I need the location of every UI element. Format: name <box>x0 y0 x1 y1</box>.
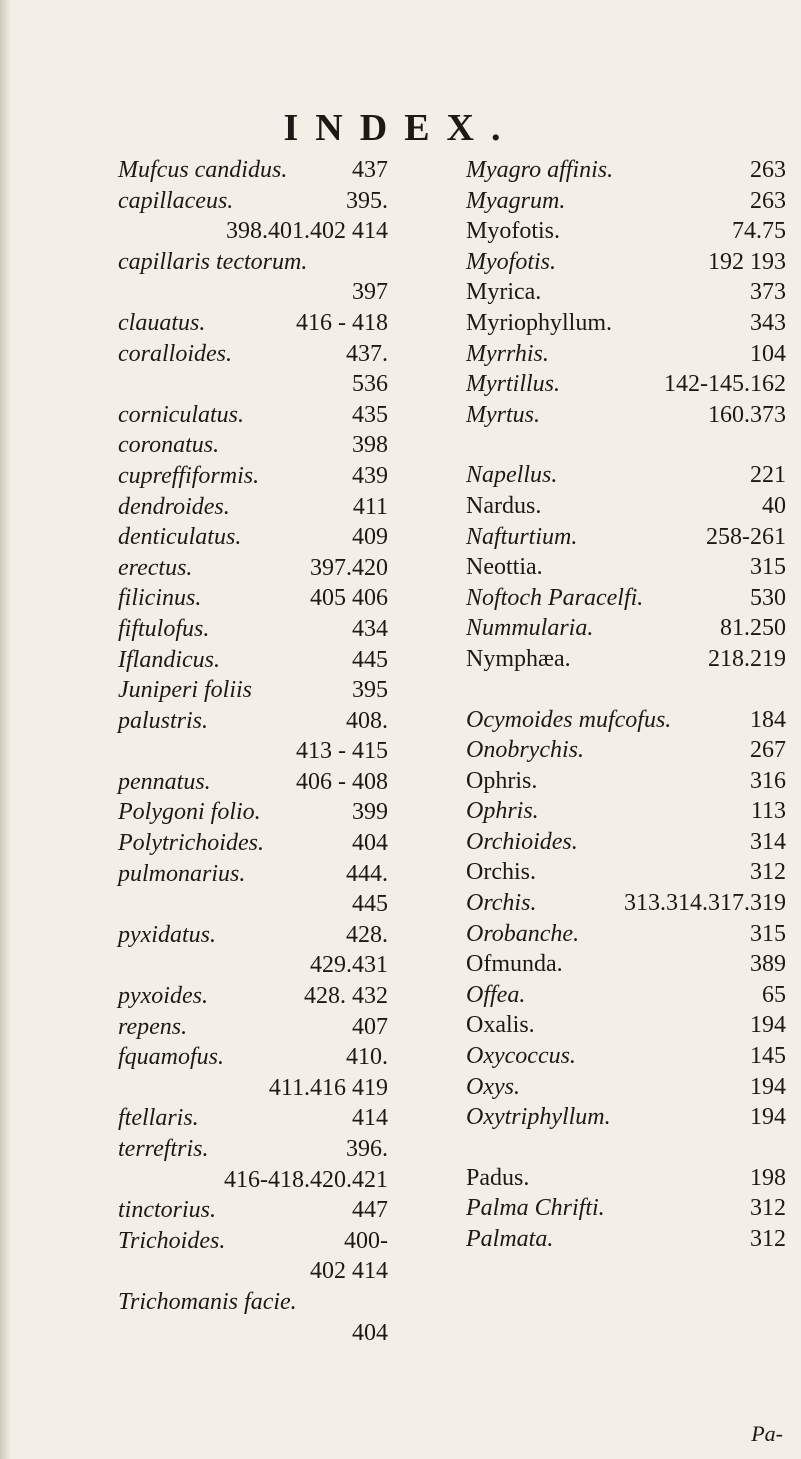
entry-name: Myrica. <box>466 279 542 306</box>
page-edge-shadow <box>0 0 10 1459</box>
index-entry <box>118 675 388 706</box>
entry-name: Trichoides. <box>118 1227 226 1254</box>
index-entry <box>466 1224 786 1255</box>
entry-pages: 414 <box>352 1105 388 1132</box>
entry-name: Orchis. <box>466 890 537 917</box>
entry-pages: 530 <box>750 584 786 611</box>
index-entry <box>466 705 786 736</box>
index-entry <box>118 583 388 614</box>
entry-pages: 408. <box>346 707 388 734</box>
entry-pages: 396. <box>346 1136 388 1162</box>
entry-pages: 410. <box>346 1044 388 1071</box>
entry-pages: 312 <box>750 1226 786 1252</box>
entry-name: Oxycoccus. <box>466 1043 576 1070</box>
index-entry <box>118 339 388 370</box>
entry-pages: 113 <box>750 798 786 825</box>
index-entry <box>118 308 388 339</box>
entry-name: Oxytriphyllum. <box>466 1104 611 1131</box>
index-entry <box>466 186 786 217</box>
entry-pages: 65 <box>762 981 786 1008</box>
entry-pages: 409 <box>352 524 388 551</box>
index-entry <box>466 1072 786 1103</box>
entry-pages: 398 <box>352 432 388 459</box>
entry-pages: 444. <box>346 860 388 887</box>
entry-name: Myofotis. <box>466 218 561 245</box>
entry-name: Nummularia. <box>466 615 594 642</box>
entry-pages: 397 <box>352 279 388 306</box>
entry-name: Myriophyllum. <box>466 309 613 336</box>
entry-pages: 400- <box>344 1227 388 1254</box>
entry-pages: 194 <box>750 1012 786 1039</box>
index-entry <box>466 1041 786 1072</box>
entry-name: Noftoch Paracelfi. <box>466 584 644 611</box>
index-entry <box>466 216 786 247</box>
entry-pages: 312 <box>750 1195 786 1222</box>
index-entry <box>118 461 388 492</box>
entry-pages: 411.416 419 <box>268 1074 388 1101</box>
index-entry <box>118 1103 388 1134</box>
entry-name: corniculatus. <box>118 401 244 428</box>
entry-name: Ocymoides mufcofus. <box>466 706 672 733</box>
index-entry <box>118 1318 388 1349</box>
entry-pages: 314 <box>750 828 786 855</box>
entry-pages: 404 <box>352 830 388 857</box>
entry-pages: 145 <box>750 1043 786 1070</box>
entry-pages: 429.431 <box>310 952 388 979</box>
entry-pages: 263 <box>750 157 786 183</box>
entry-pages: 184 <box>750 706 786 733</box>
entry-name: cupreffiformis. <box>118 462 260 489</box>
entry-name: Myrtus. <box>466 401 540 428</box>
entry-name: Trichomanis facie. <box>118 1288 297 1315</box>
index-entry <box>118 1226 388 1257</box>
index-entry <box>466 277 786 308</box>
catchword: Pa- <box>751 1421 783 1446</box>
index-entry <box>466 796 786 827</box>
index-entry <box>466 980 786 1011</box>
entry-name: Ophris. <box>466 798 539 825</box>
entry-name: Myrtillus. <box>466 371 560 398</box>
entry-name: Juniperi foliis <box>118 677 252 704</box>
index-entry <box>118 797 388 828</box>
entry-pages: 316 <box>750 767 786 794</box>
index-entry <box>466 400 786 431</box>
index-entry <box>466 308 786 339</box>
entry-name: Nardus. <box>466 492 542 519</box>
entry-name: erectus. <box>118 554 193 581</box>
entry-pages: 402 414 <box>310 1258 388 1285</box>
index-entry <box>466 491 786 522</box>
entry-pages: 399 <box>352 799 388 826</box>
entry-name: Orchis. <box>466 859 536 886</box>
entry-pages: 416-418.420.421 <box>224 1166 388 1193</box>
index-entry <box>118 981 388 1012</box>
index-entry <box>118 1012 388 1043</box>
entry-pages: 445 <box>352 891 388 918</box>
entry-name: pyxoides. <box>118 983 208 1010</box>
entry-pages: 315 <box>750 554 786 581</box>
entry-name: Myagro affinis. <box>466 157 614 183</box>
entry-name: Palma Chrifti. <box>466 1195 605 1222</box>
entry-pages: 406 - 408 <box>296 768 388 795</box>
index-entry <box>466 766 786 797</box>
index-entry <box>118 920 388 951</box>
entry-pages: 428. 432 <box>304 983 388 1010</box>
index-entry <box>118 247 388 278</box>
entry-pages: 74.75 <box>732 218 786 245</box>
entry-name: Neottia. <box>466 554 543 581</box>
index-entry <box>118 492 388 523</box>
entry-pages: 81.250 <box>720 615 786 642</box>
entry-pages: 407 <box>352 1013 388 1040</box>
entry-name: capillaris tectorum. <box>118 248 308 275</box>
page-header: INDEX. <box>283 107 518 149</box>
entry-name: Myagrum. <box>466 187 566 214</box>
index-entry <box>118 950 388 981</box>
entry-pages: 221 <box>750 462 786 489</box>
index-entry <box>118 614 388 645</box>
entry-pages: 258-261 <box>706 523 786 550</box>
index-entry <box>466 583 786 614</box>
entry-name: pulmonarius. <box>118 860 246 887</box>
index-entry <box>118 155 388 186</box>
group-gap <box>466 675 786 705</box>
index-entry <box>118 553 388 584</box>
entry-pages: 439 <box>352 462 388 489</box>
index-entry <box>118 645 388 676</box>
entry-name: pennatus. <box>118 768 211 795</box>
entry-pages: 434 <box>352 615 388 642</box>
entry-pages: 198 <box>750 1164 786 1191</box>
index-entry <box>118 859 388 890</box>
entry-name: Myofotis. <box>466 248 556 275</box>
index-entry <box>118 828 388 859</box>
entry-name: Polytrichoides. <box>118 830 264 857</box>
index-entry <box>466 613 786 644</box>
index-entry <box>118 736 388 767</box>
entry-name: Orchioides. <box>466 828 578 855</box>
index-entry <box>466 827 786 858</box>
entry-pages: 445 <box>352 646 388 673</box>
entry-name: Mufcus candidus. <box>118 157 288 183</box>
entry-pages: 373 <box>750 279 786 306</box>
entry-pages: 192 193 <box>708 248 786 275</box>
right-column <box>466 155 786 1255</box>
entry-name: Ofmunda. <box>466 951 563 978</box>
entry-pages: 104 <box>750 340 786 367</box>
index-entry <box>466 1193 786 1224</box>
entry-name: Orobanche. <box>466 920 580 947</box>
entry-name: clauatus. <box>118 309 206 336</box>
entry-pages: 437 <box>352 157 388 183</box>
index-entry <box>466 522 786 553</box>
entry-name: capillaceus. <box>118 187 234 214</box>
entry-pages: 428. <box>346 921 388 948</box>
entry-name: pyxidatus. <box>118 921 216 948</box>
entry-pages: 413 - 415 <box>296 738 388 765</box>
entry-name: Napellus. <box>466 462 558 489</box>
entry-name: Polygoni folio. <box>118 799 261 826</box>
index-entry <box>466 155 786 186</box>
entry-name: Iflandicus. <box>118 646 220 673</box>
entry-name: Oxys. <box>466 1073 520 1100</box>
group-gap <box>466 1133 786 1163</box>
index-entry <box>118 706 388 737</box>
left-column <box>118 155 388 1348</box>
entry-name: fquamofus. <box>118 1044 225 1071</box>
entry-pages: 398.401.402 414 <box>226 218 388 245</box>
entry-name: coronatus. <box>118 432 220 459</box>
entry-name: Myrrhis. <box>466 340 549 367</box>
index-entry <box>118 522 388 553</box>
entry-name: palustris. <box>118 707 209 734</box>
index-entry <box>466 369 786 400</box>
index-entry <box>466 247 786 278</box>
entry-pages: 416 - 418 <box>296 309 388 336</box>
entry-name: Palmata. <box>466 1226 554 1252</box>
index-entry <box>118 400 388 431</box>
index-entry <box>118 767 388 798</box>
entry-pages: 194 <box>750 1104 786 1131</box>
index-entry <box>466 339 786 370</box>
index-entry <box>466 460 786 491</box>
index-entry <box>466 888 786 919</box>
entry-pages: 405 406 <box>310 585 388 612</box>
index-entry <box>118 1256 388 1287</box>
entry-name: Nymphæa. <box>466 645 571 672</box>
index-entry <box>118 1134 388 1165</box>
entry-name: fiftulofus. <box>118 615 210 642</box>
entry-pages: 312 <box>750 859 786 886</box>
index-entry <box>466 1102 786 1133</box>
entry-pages: 397.420 <box>310 554 388 581</box>
entry-pages: 435 <box>352 401 388 428</box>
index-entry <box>118 430 388 461</box>
entry-pages: 411 <box>352 493 388 520</box>
index-entry <box>466 857 786 888</box>
entry-name: denticulatus. <box>118 524 242 551</box>
entry-pages: 40 <box>762 492 786 519</box>
entry-pages: 218.219 <box>708 645 786 672</box>
entry-pages: 395. <box>346 187 388 214</box>
entry-pages: 343 <box>750 309 786 336</box>
entry-pages: 267 <box>750 737 786 764</box>
entry-name: repens. <box>118 1013 188 1040</box>
index-entry <box>466 949 786 980</box>
entry-pages: 263 <box>750 187 786 214</box>
entry-pages: 395 <box>352 677 388 704</box>
entry-name: Padus. <box>466 1164 530 1191</box>
entry-name: Oxalis. <box>466 1012 535 1039</box>
entry-pages: 437. <box>346 340 388 367</box>
index-entry <box>466 644 786 675</box>
entry-pages: 389 <box>750 951 786 978</box>
index-entry <box>466 552 786 583</box>
index-entry <box>118 1165 388 1196</box>
entry-pages: 142-145.162 <box>664 371 786 398</box>
index-entry <box>118 1287 388 1318</box>
group-gap <box>466 430 786 460</box>
index-entry <box>466 735 786 766</box>
index-entry <box>118 1195 388 1226</box>
entry-name: Onobrychis. <box>466 737 584 764</box>
index-entry <box>118 889 388 920</box>
entry-name: ftellaris. <box>118 1105 199 1132</box>
entry-name: terreftris. <box>118 1136 209 1162</box>
entry-pages: 447 <box>352 1197 388 1224</box>
index-entry <box>118 1073 388 1104</box>
index-entry <box>466 1010 786 1041</box>
entry-name: Ophris. <box>466 767 538 794</box>
entry-name: dendroides. <box>118 493 230 520</box>
entry-pages: 194 <box>750 1073 786 1100</box>
index-entry <box>466 1163 786 1194</box>
entry-name: coralloides. <box>118 340 232 367</box>
entry-pages: 536 <box>352 371 388 398</box>
index-entry <box>466 919 786 950</box>
index-entry <box>118 369 388 400</box>
index-entry <box>118 277 388 308</box>
index-entry <box>118 1042 388 1073</box>
entry-pages: 313.314.317.319 <box>624 890 786 917</box>
entry-name: filicinus. <box>118 585 202 612</box>
index-entry <box>118 186 388 217</box>
entry-name: Nafturtium. <box>466 523 578 550</box>
entry-name: Offea. <box>466 981 526 1008</box>
entry-pages: 160.373 <box>708 401 786 428</box>
entry-name: tinctorius. <box>118 1197 217 1224</box>
entry-pages: 404 <box>352 1319 388 1346</box>
entry-pages: 315 <box>750 920 786 947</box>
index-entry <box>118 216 388 247</box>
